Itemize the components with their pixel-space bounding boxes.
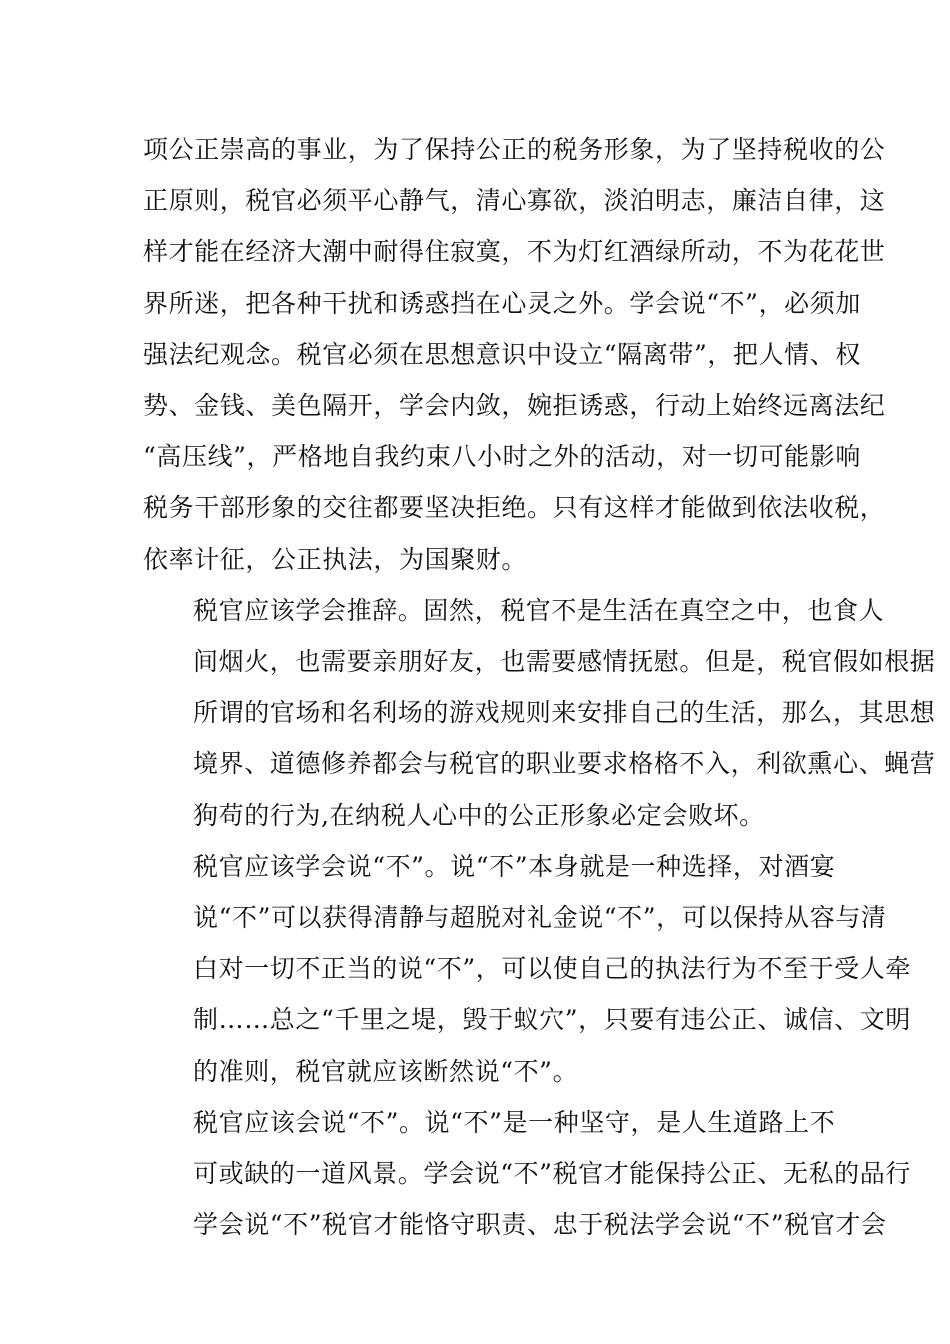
text-line: 可或缺的一道风景。学会说“不”税官才能保持公正、无私的品行 xyxy=(193,1159,911,1189)
paragraph xyxy=(143,124,886,585)
text-line: 税官应该学会推辞。固然，税官不是生活在真空之中，也食人 xyxy=(193,595,885,625)
text-line: 境界、道德修养都会与税官的职业要求格格不入，利欲熏心、蝇营 xyxy=(193,749,936,779)
text-line: 依率计征，公正执法，为国聚财。 xyxy=(143,544,528,574)
document-body xyxy=(143,124,936,1250)
text-line: 税务干部形象的交往都要坚决拒绝。只有这样才能做到依法收税， xyxy=(143,493,886,523)
text-line: “高压线”，严格地自我约束八小时之外的活动，对一切可能影响 xyxy=(143,442,861,472)
text-line: 学会说“不”税官才能恪守职责、忠于税法学会说“不”税官才会 xyxy=(193,1210,887,1240)
text-line: 税官应该会说“不”。说“不”是一种坚守，是人生道路上不 xyxy=(193,1107,836,1137)
text-line: 项公正崇高的事业，为了保持公正的税务形象，为了坚持税收的公 xyxy=(143,135,886,164)
text-line: 税官应该学会说“不”。说“不”本身就是一种选择，对酒宴 xyxy=(193,851,836,881)
paragraph xyxy=(143,1097,911,1251)
text-line: 白对一切不正当的说“不”，可以使自己的执法行为不至于受人牵 xyxy=(193,954,911,984)
text-line: 狗苟的行为,在纳税人心中的公正形象必定会败坏。 xyxy=(193,800,765,830)
text-line: 正原则，税官必须平心静气，清心寡欲，淡泊明志，廉洁自律，这 xyxy=(143,186,886,216)
text-line: 的准则，税官就应该断然说“不”。 xyxy=(193,1056,579,1086)
paragraph xyxy=(143,585,936,841)
text-line: 说“不”可以获得清静与超脱对礼金说“不”，可以保持从容与清 xyxy=(193,903,887,933)
paragraph xyxy=(143,841,911,1097)
text-line: 势、金钱、美色隔开，学会内敛，婉拒诱惑，行动上始终远离法纪 xyxy=(143,391,886,421)
text-line: 强法纪观念。税官必须在思想意识中设立“隔离带”，把人情、权 xyxy=(143,339,861,369)
text-line: 制……总之“千里之堤，毁于蚁穴”，只要有违公正、诚信、文明 xyxy=(193,1005,911,1035)
text-line: 所谓的官场和名利场的游戏规则来安排自己的生活，那么，其思想 xyxy=(193,698,936,728)
text-line: 间烟火，也需要亲朋好友，也需要感情抚慰。但是，税官假如根据 xyxy=(193,647,936,677)
text-line: 界所迷，把各种干扰和诱惑挡在心灵之外。学会说“不”，必须加 xyxy=(143,288,861,318)
text-line: 样才能在经济大潮中耐得住寂寞，不为灯红酒绿所动，不为花花世 xyxy=(143,237,886,267)
